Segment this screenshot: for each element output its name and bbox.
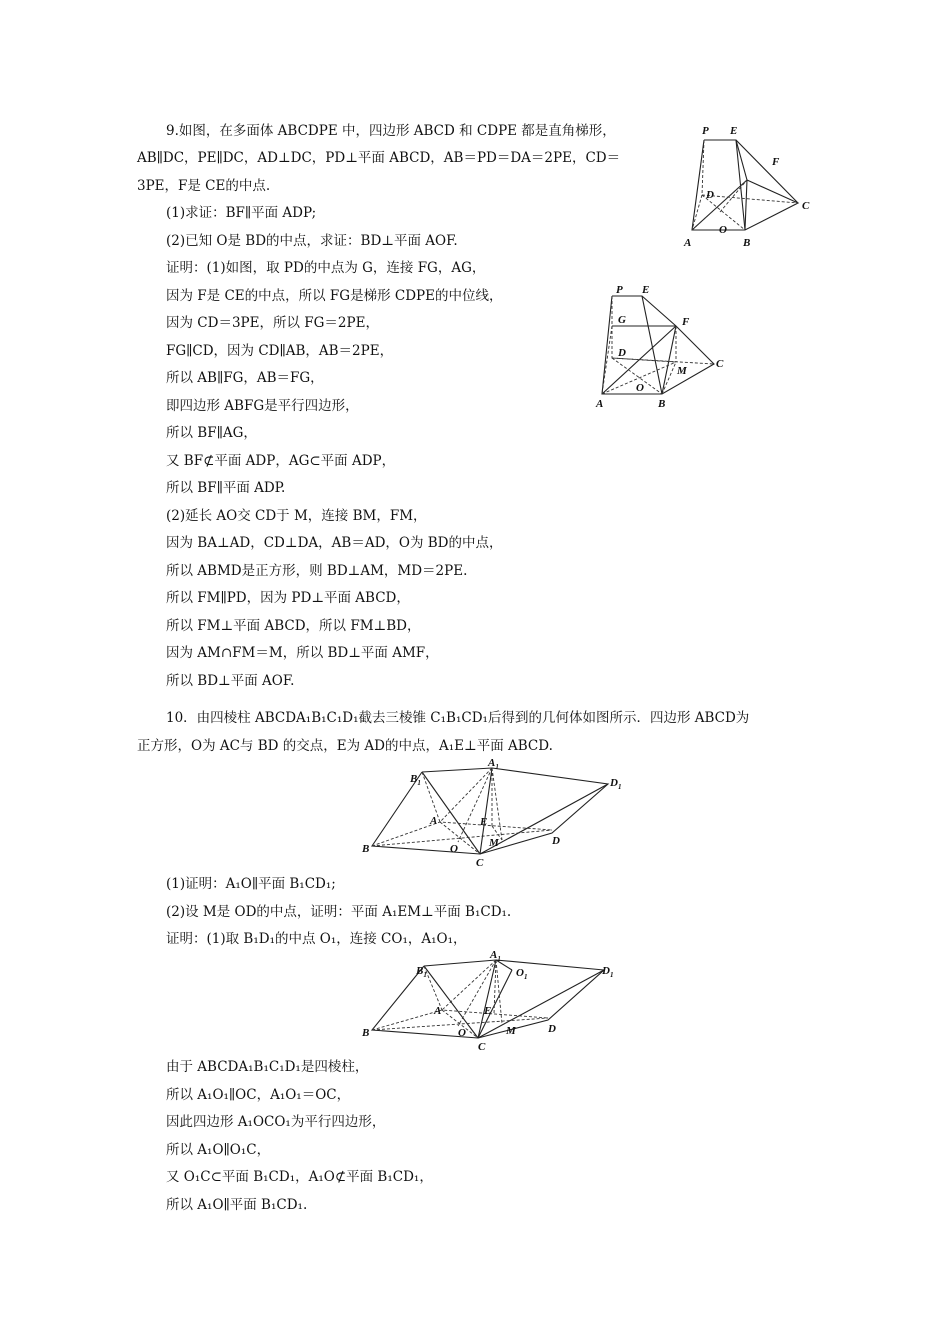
label-B: B [743,237,751,249]
label-O: O [458,1027,466,1039]
label-O: O [450,843,458,855]
figure-polyhedron-2 [592,282,732,412]
label-C: C [478,1041,486,1053]
q9-line-8: 因为 CD＝3PE，所以 FG＝2PE， [166,315,379,331]
q9-line-10: 所以 AB∥FG，AB＝FG， [166,370,324,386]
figure-prism-2 [362,949,632,1053]
q10-line-3: (1)证明：A₁O∥平面 B₁CD₁; [166,876,336,892]
label-C: C [716,358,724,370]
label-O: O [719,224,727,236]
label-B1: $B_1$ [416,965,427,979]
q9-line-16: 因为 BA⊥AD，CD⊥DA，AB＝AD，O为 BD的中点， [166,535,503,551]
label-E: E [484,1005,492,1017]
label-B1: $B_1$ [410,773,421,787]
q10-line-8: 因此四边形 A₁OCO₁为平行四边形， [166,1114,386,1130]
label-D1: $D_1$ [610,777,622,791]
q10-line-1: 10．由四棱柱 ABCDA₁B₁C₁D₁截去三棱锥 C₁B₁CD₁后得到的几何体如图所示．四边形 ABCD为 [166,710,750,726]
label-D: D [552,835,560,847]
q9-line-12: 所以 BF∥AG， [166,425,257,441]
label-E: E [480,816,488,828]
q10-line-4: (2)设 M是 OD的中点，证明：平面 A₁EM⊥平面 B₁CD₁. [166,904,512,920]
label-M: M [677,365,687,377]
q9-line-5: (2)已知 O是 BD的中点，求证：BD⊥平面 AOF. [166,233,458,249]
q10-line-10: 又 O₁C⊂平面 B₁CD₁，A₁O⊄平面 B₁CD₁， [166,1169,433,1185]
figure-prism-1 [362,758,632,870]
label-O: O [636,382,644,394]
q9-line-9: FG∥CD，因为 CD∥AB，AB＝2PE， [166,343,394,359]
label-P: P [616,284,623,296]
q9-line-15: (2)延长 AO交 CD于 M，连接 BM，FM， [166,508,427,524]
label-F: F [682,316,690,328]
label-E: E [642,284,650,296]
label-F: F [772,156,780,168]
q9-line-13: 又 BF⊄平面 ADP，AG⊂平面 ADP， [166,453,396,469]
q9-line-1: 9.如图，在多面体 ABCDPE 中，四边形 ABCD 和 CDPE 都是直角梯形， [166,123,616,139]
label-A: A [684,237,692,249]
q9-line-4: (1)求证：BF∥平面 ADP; [166,205,317,221]
label-E: E [730,125,738,137]
label-D1: $D_1$ [602,965,614,979]
label-B: B [362,843,370,855]
label-D: D [618,347,626,359]
q10-line-5: 证明：(1)取 B₁D₁的中点 O₁，连接 CO₁，A₁O₁， [166,931,467,947]
label-A: A [430,815,438,827]
q10-line-9: 所以 A₁O∥O₁C， [166,1142,271,1158]
label-M: M [506,1025,516,1037]
q10-line-7: 所以 A₁O₁∥OC，A₁O₁＝OC， [166,1087,351,1103]
q10-line-6: 由于 ABCDA₁B₁C₁D₁是四棱柱， [166,1059,369,1075]
label-G: G [618,314,626,326]
q9-line-3: 3PE，F是 CE的中点. [137,178,271,194]
q9-line-18: 所以 FM∥PD，因为 PD⊥平面 ABCD， [166,590,410,606]
label-A1: $A_1$ [490,949,501,963]
label-O1: $O_1$ [516,967,528,981]
q9-line-11: 即四边形 ABFG是平行四边形， [166,398,359,414]
label-A: A [596,398,604,410]
q10-line-2: 正方形，O为 AC与 BD 的交点，E为 AD的中点，A₁E⊥平面 ABCD. [137,738,553,754]
label-B: B [362,1027,370,1039]
label-C: C [476,857,484,869]
q9-line-21: 所以 BD⊥平面 AOF. [166,673,295,689]
q9-line-14: 所以 BF∥平面 ADP. [166,480,286,496]
q9-line-17: 所以 ABMD是正方形，则 BD⊥AM，MD＝2PE. [166,563,468,579]
q9-line-19: 所以 FM⊥平面 ABCD，所以 FM⊥BD， [166,618,421,634]
label-C: C [802,200,810,212]
label-A: A [434,1005,442,1017]
label-P: P [702,125,709,137]
q9-line-6: 证明：(1)如图，取 PD的中点为 G，连接 FG，AG， [166,260,486,276]
q9-line-20: 因为 AM∩FM＝M，所以 BD⊥平面 AMF， [166,645,439,661]
label-M: M [489,837,499,849]
label-B: B [658,398,666,410]
q9-line-2: AB∥DC，PE∥DC，AD⊥DC，PD⊥平面 ABCD，AB＝PD＝DA＝2PE，CD＝ [137,150,621,166]
label-D: D [548,1023,556,1035]
q9-line-7: 因为 F是 CE的中点，所以 FG是梯形 CDPE的中位线， [166,288,503,304]
q10-line-11: 所以 A₁O∥平面 B₁CD₁. [166,1197,308,1213]
label-D: D [706,189,714,201]
label-A1: $A_1$ [488,757,499,771]
figure-polyhedron-1 [680,120,820,255]
